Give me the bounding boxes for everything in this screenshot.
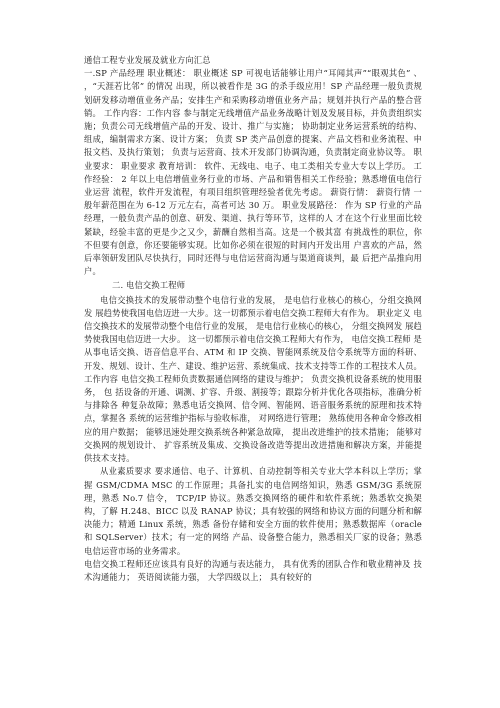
document-body [84, 54, 422, 584]
switching-engineer-requirements: 从业素质要求 要求通信、电子、计算机、自动控制等相关专业大学本科以上学历；掌握 GSM/CDMA MSC 的工作原理；具备扎实的电信网络知识，熟悉 GSM/3G 系统原理，熟悉 No.7 信令， TCP/IP 协议。熟悉交换网络的硬件和软件系统；熟悉软交换架构，了解 H.248、BICC 以及 RANAP 协议；具有较强的网络和协议方面的问题分析和解决能力；精通 Linux 系统，熟悉 备份存储和安全方面的软件使用；熟悉数据库（oracle 和 SQLServer）技术；有一定的网络 产品、设备整合能力，熟悉相关厂家的设备；熟悉电信运营市场的业务需求。 [84, 466, 422, 556]
switching-engineer-intro: 电信交换技术的发展带动整个电信行业的发展， 是电信行业核心的核心，分组交换网发 展趋势使我国电信迈进一大步。这一切都预示着电信交换工程师大有作为。 职业定义 电信交换技术的发展带动整个电信行业的发展， 是电信行业核心的核心， 分组交换网发 展趋势使我国电信迈进一大步。 这一切都预示着电信交换工程师大有作为， 电信交换工程师 是从事电话交换、语音信息平台、ATM 和 IP 交换、智能网系统及信令系统等方面的科研、 开发、规划、设计、生产、建设、维护运营、系统集成、技术支持等工作的工程技术人员。 工作内容 电信交换工程师负责数据通信网络的建设与维护； 负责交换机设备系统的使用服务， 包 括设备的开通、调测、扩容、升级、割接等；跟踪分析并优化各项指标，准确分析与排除各 种复杂故障；熟悉电话交换网、信令网、智能网、语音服务系统的原理和技术特点，掌握各 系统的运营维护指标与验收标准， 对网络进行管理； 熟练使用各种命令修改相应的用户数据； 能够迅速处理交换系统各种紧急故障， 提出改进维护的技术措施； 能够对交换网的规划设计、 扩容系统及集成、交换设备改造等提出改进措施和解决方案，并能提供技术支持。 [84, 294, 422, 464]
sp-product-manager-section: 一.SP 产品经理 职业概述： 职业概述 SP 可视电话能够让用户“耳闻其声”“眼观其色” 、 ，“天涯若比邻” 的情况 出现，所以被看作是 3G 的杀手级应用！SP 产品经理一般负责规划研发移动增值业务产品；安排生产和采购移动增值业务产品；规划并执行产品的整合营销。 工作内容：工作内容 参与制定无线增值产品业务战略计划及发展目标，并负责组织实施；负责公司无线增值产品的开发、设计、推广与实施； 协助制定业务运营系统的结构、组成，编制需求方案、设计方案； 负责 SP 类产品创意的提案、产品文档和业务流程、申报文档、及执行策划； 负责与运营商、技术开发部门协调沟通，负责制定商业协议等。 职业要求： 职业要求 教育培训： 软件、无线电、电子、电工类相关专业大专以上学历。 工作经验： 2 年以上电信增值业务行业的市场、产品和销售相关工作经验；熟悉增值电信行业运营 流程，软件开发流程，有项目组织管理经验者优先考虑。 薪资行情： 薪资行情 一般年薪范围在为 6-12 万元左右，高者可达 30 万。 职业发展路径： 作为 SP 行业的产品经理，一般负责产品的创意、研发、渠道、执行等环节，这样的人 才在这个行业里面比较紧缺，经验丰富的更是少之又少，薪酬自然相当高。这是一个极其富 有挑战性的职位，你不但要有创意，你还要能够实现。比如你必须在很短的时间内开发出用 户喜欢的产品，然后率领研发团队尽快执行，同时还得与电信运营商沟通与渠道商谈判，最 后把产品推向用户。 [84, 68, 422, 277]
document-title: 通信工程专业发展及就业方向汇总 [84, 55, 211, 65]
switching-engineer-qualities: 电信交换工程师还应该具有良好的沟通与表达能力， 具有优秀的团队合作和敬业精神及 技术沟通能力； 英语阅读能力强， 大学四级以上； 具有较好的 [84, 558, 422, 582]
section-heading-telecom-switching: 二. 电信交换工程师 [112, 280, 186, 291]
